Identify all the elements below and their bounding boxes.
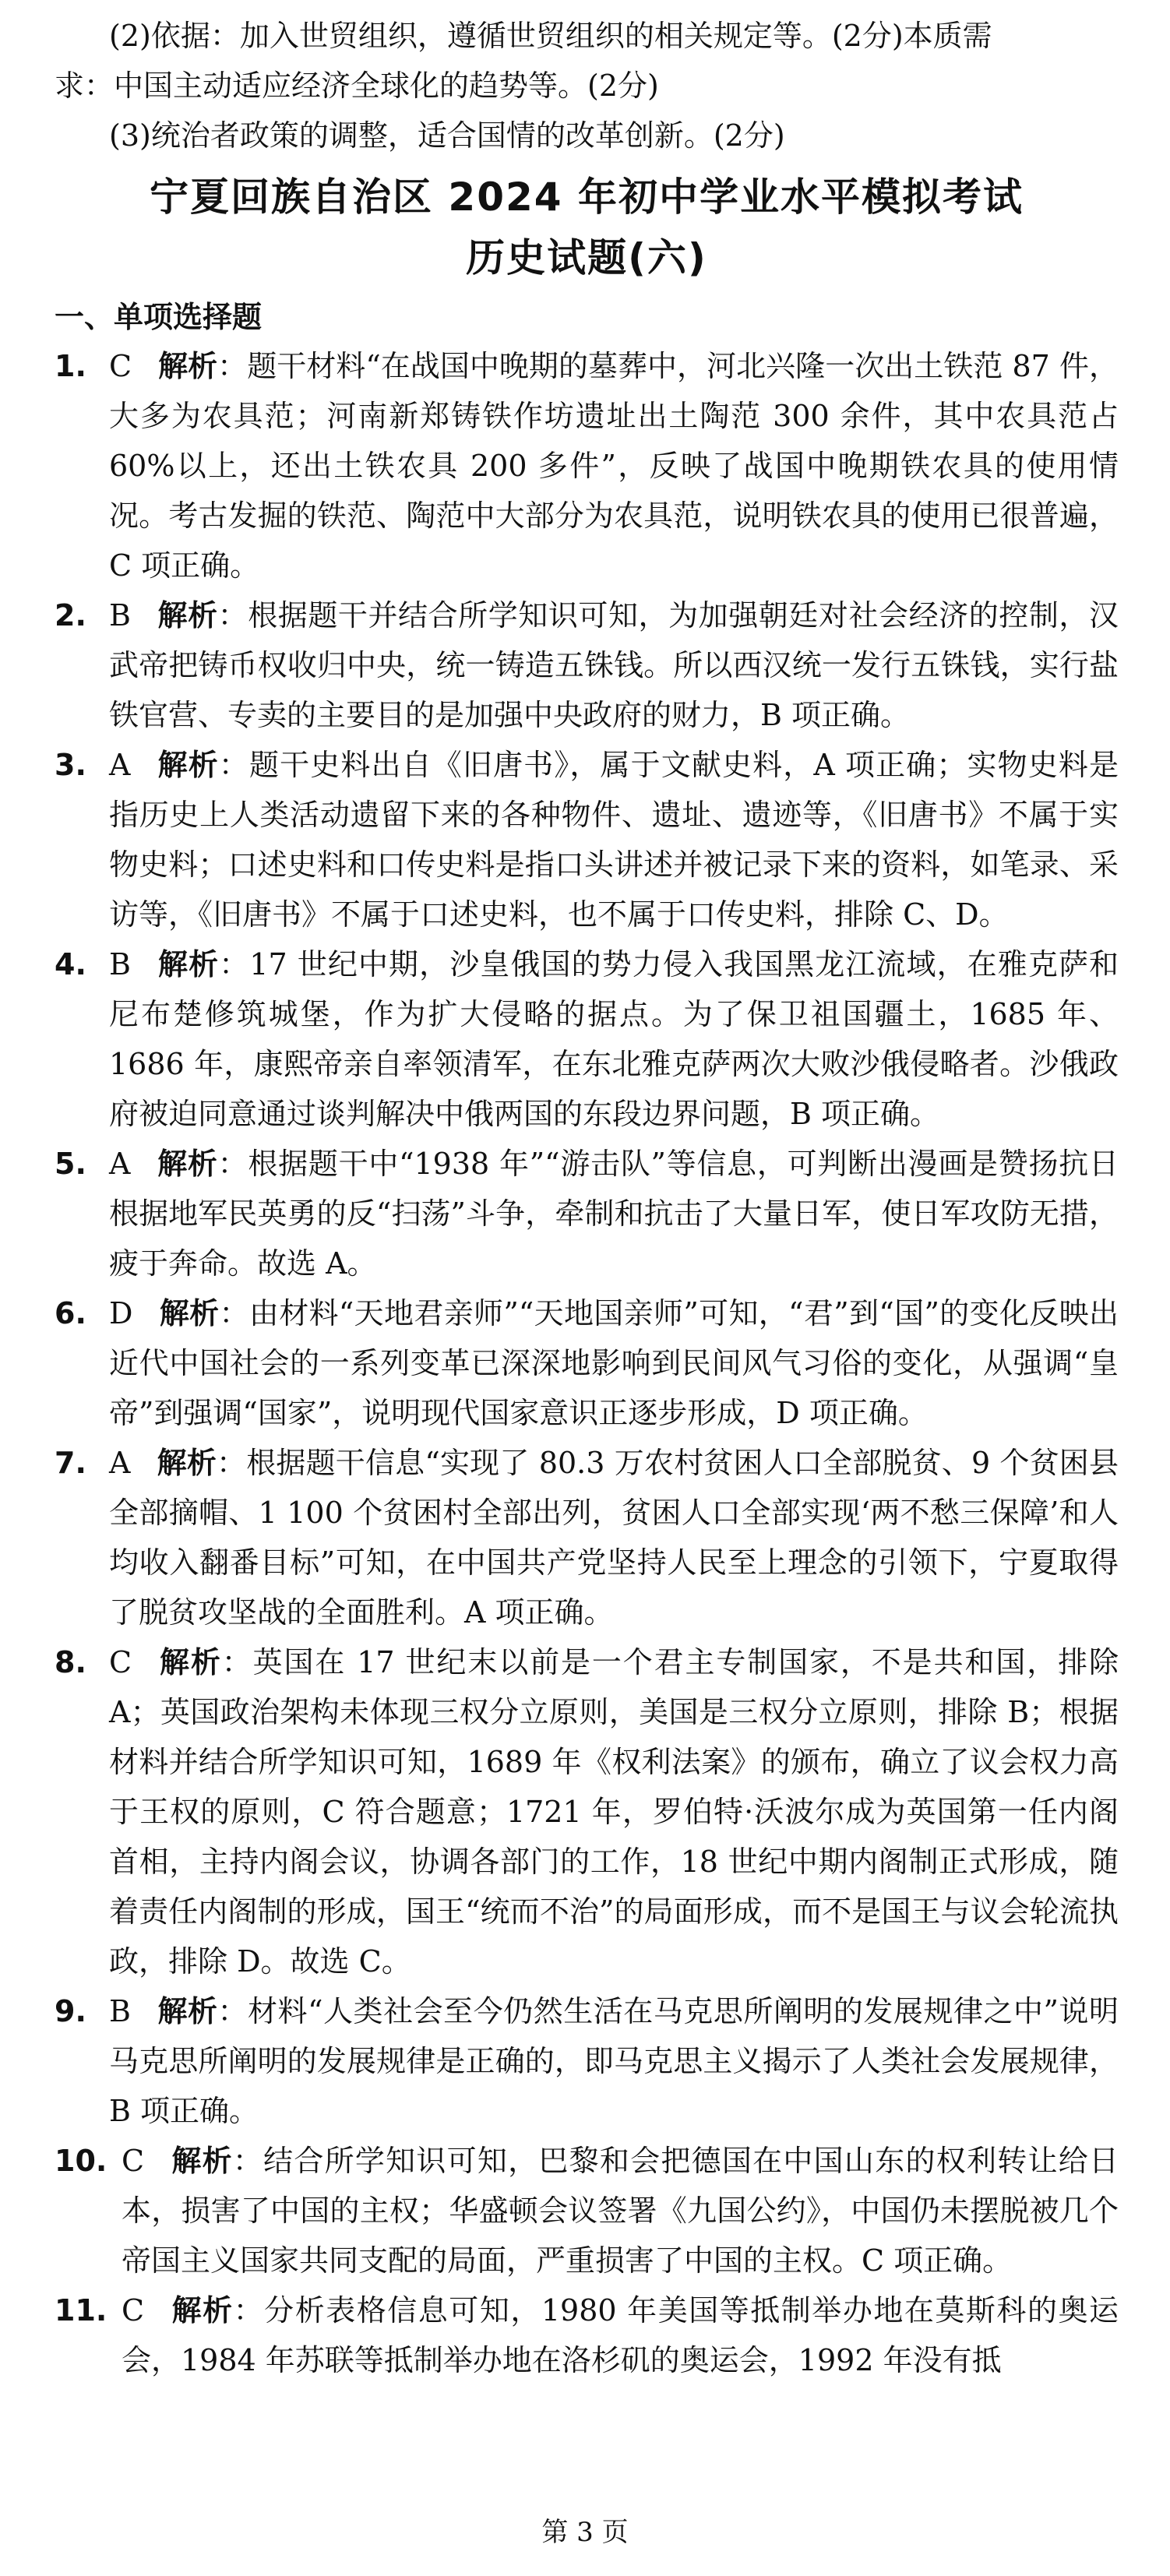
answer-choice: A [109,748,131,782]
answer-item [55,590,1119,740]
intro-paragraph-3: (3)统治者政策的调整，适合国情的改革创新。(2分) [109,118,785,153]
explanation-text: ：根据题干并结合所学知识可知，为加强朝廷对社会经济的控制，汉武帝把铸币权收归中央，统一铸造五铢钱。所以西汉统一发行五铢钱，实行盐铁官营、专卖的主要目的是加强中央政府的财力，B 项正确。 [109,598,1119,732]
answer-item [55,1986,1119,2136]
answer-item [55,1139,1119,1288]
answer-item [55,2285,1119,2385]
explanation-label: 解析 [159,1296,220,1330]
explanation-label: 解析 [158,1645,222,1679]
explanation-text: ：题干材料“在战国中晚期的墓葬中，河北兴隆一次出土铁范 87 件，大多为农具范；河南新郑铸铁作坊遗址出土陶范 300 余件，其中农具范占 60%以上，还出土铁农具 200 多件”，反映了战国中晚期铁农具的使用情况。考古发掘的铁范、陶范中大部分为农具范，说明铁农具的使用已很普遍，C 项正确。 [109,349,1119,583]
explanation-text: ：英国在 17 世纪末以前是一个君主专制国家，不是共和国，排除 A；英国政治架构未体现三权分立原则，美国是三权分立原则，排除 B；根据材料并结合所学知识可知，1689 年《权利法案》的颁布，确立了议会权力高于王权的原则，C 符合题意；1721 年，罗伯特·沃波尔成为英国第一任内阁首相，主持内阁会议，协调各部门的工作，18 世纪中期内阁制正式形成，随着责任内阁制的形成，国王“统而不治”的局面形成，而不是国王与议会轮流执政，排除 D。故选 C。 [109,1645,1119,1979]
explanation-label: 解析 [157,598,218,633]
question-number: 10. [55,2144,107,2178]
intro-paragraph-2: (2)依据：加入世贸组织，遵循世贸组织的相关规定等。(2分)本质需 [109,19,992,53]
question-number: 4. [55,947,86,981]
answer-item [55,1637,1119,1986]
answer-item [55,1288,1119,1438]
previous-answer-continuation [55,11,1119,160]
page-number: 第 3 页 [541,2517,629,2548]
question-number: 6. [55,1296,86,1330]
question-number: 2. [55,598,86,633]
question-number: 3. [55,748,86,782]
answer-item [55,939,1119,1139]
exam-title-block [55,167,1119,288]
answer-item [55,341,1119,590]
answer-choice: C [109,1645,132,1679]
explanation-text: ：17 世纪中期，沙皇俄国的势力侵入我国黑龙江流域，在雅克萨和尼布楚修筑城堡，作为扩大侵略的据点。为了保卫祖国疆土，1685 年、1686 年，康熙帝亲自率领清军，在东北雅克萨两次大败沙俄侵略者。沙俄政府被迫同意通过谈判解决中俄两国的东段边界问题，B 项正确。 [109,947,1119,1131]
answer-item [55,1438,1119,1637]
answer-choice: B [109,1994,131,2028]
explanation-label: 解析 [158,349,218,383]
answer-choice: A [109,1147,131,1181]
intro-paragraph-2-cont: 求：中国主动适应经济全球化的趋势等。(2分) [55,69,659,103]
answer-choice: C [122,2144,145,2178]
section-header: 一、单项选择题 [55,300,263,334]
answer-choice: B [109,947,131,981]
question-number: 8. [55,1645,86,1679]
exam-subtitle: 历史试题(六) [466,235,707,280]
question-number: 5. [55,1147,86,1181]
explanation-label: 解析 [171,2144,233,2178]
explanation-text: ：材料“人类社会至今仍然生活在马克思所阐明的发展规律之中”说明马克思所阐明的发展规律是正确的，即马克思主义揭示了人类社会发展规律，B 项正确。 [109,1994,1119,2128]
answer-choice: B [109,598,131,633]
explanation-text: ：分析表格信息可知，1980 年美国等抵制举办地在莫斯科的奥运会，1984 年苏联等抵制举办地在洛杉矶的奥运会，1992 年没有抵 [122,2293,1119,2377]
answer-choice: C [122,2293,145,2328]
answer-item [55,740,1119,939]
answer-item [55,2136,1119,2285]
explanation-text: ：根据题干信息“实现了 80.3 万农村贫困人口全部脱贫、9 个贫困县全部摘帽、1 100 个贫困村全部出列，贫困人口全部实现‘两不愁三保障’和人均收入翻番目标”可知，在中国共产党坚持人民至上理念的引领下，宁夏取得了脱贫攻坚战的全面胜利。A 项正确。 [109,1446,1119,1630]
question-number: 9. [55,1994,86,2028]
explanation-text: ：由材料“天地君亲师”“天地国亲师”可知，“君”到“国”的变化反映出近代中国社会的一系列变革已深深地影响到民间风气习俗的变化，从强调“皇帝”到强调“国家”，说明现代国家意识正逐步形成，D 项正确。 [109,1296,1119,1430]
explanation-label: 解析 [171,2293,234,2328]
explanation-label: 解析 [157,1994,218,2028]
explanation-label: 解析 [157,1446,217,1480]
question-number: 7. [55,1446,86,1480]
exam-title: 宁夏回族自治区 2024 年初中学业水平模拟考试 [150,174,1024,220]
answer-choice: A [109,1446,131,1480]
explanation-label: 解析 [157,1147,218,1181]
answer-choice: D [109,1296,133,1330]
explanation-label: 解析 [157,748,219,782]
explanation-text: ：根据题干中“1938 年”“游击队”等信息，可判断出漫画是赞扬抗日根据地军民英勇的反“扫荡”斗争，牵制和抗击了大量日军，使日军攻防无措，疲于奔命。故选 A。 [109,1147,1119,1281]
question-number: 11. [55,2293,107,2328]
answer-list [55,341,1119,2385]
answer-choice: C [109,349,132,383]
question-number: 1. [55,349,86,383]
explanation-text: ：题干史料出自《旧唐书》，属于文献史料，A 项正确；实物史料是指历史上人类活动遗留下来的各种物件、遗址、遗迹等，《旧唐书》不属于实物史料；口述史料和口传史料是指口头讲述并被记录下来的资料，如笔录、采访等，《旧唐书》不属于口述史料，也不属于口传史料，排除 C、D。 [109,748,1119,932]
explanation-text: ：结合所学知识可知，巴黎和会把德国在中国山东的权利转让给日本，损害了中国的主权；华盛顿会议签署《九国公约》，中国仍未摆脱被几个帝国主义国家共同支配的局面，严重损害了中国的主权。C 项正确。 [122,2144,1119,2278]
explanation-label: 解析 [157,947,220,981]
